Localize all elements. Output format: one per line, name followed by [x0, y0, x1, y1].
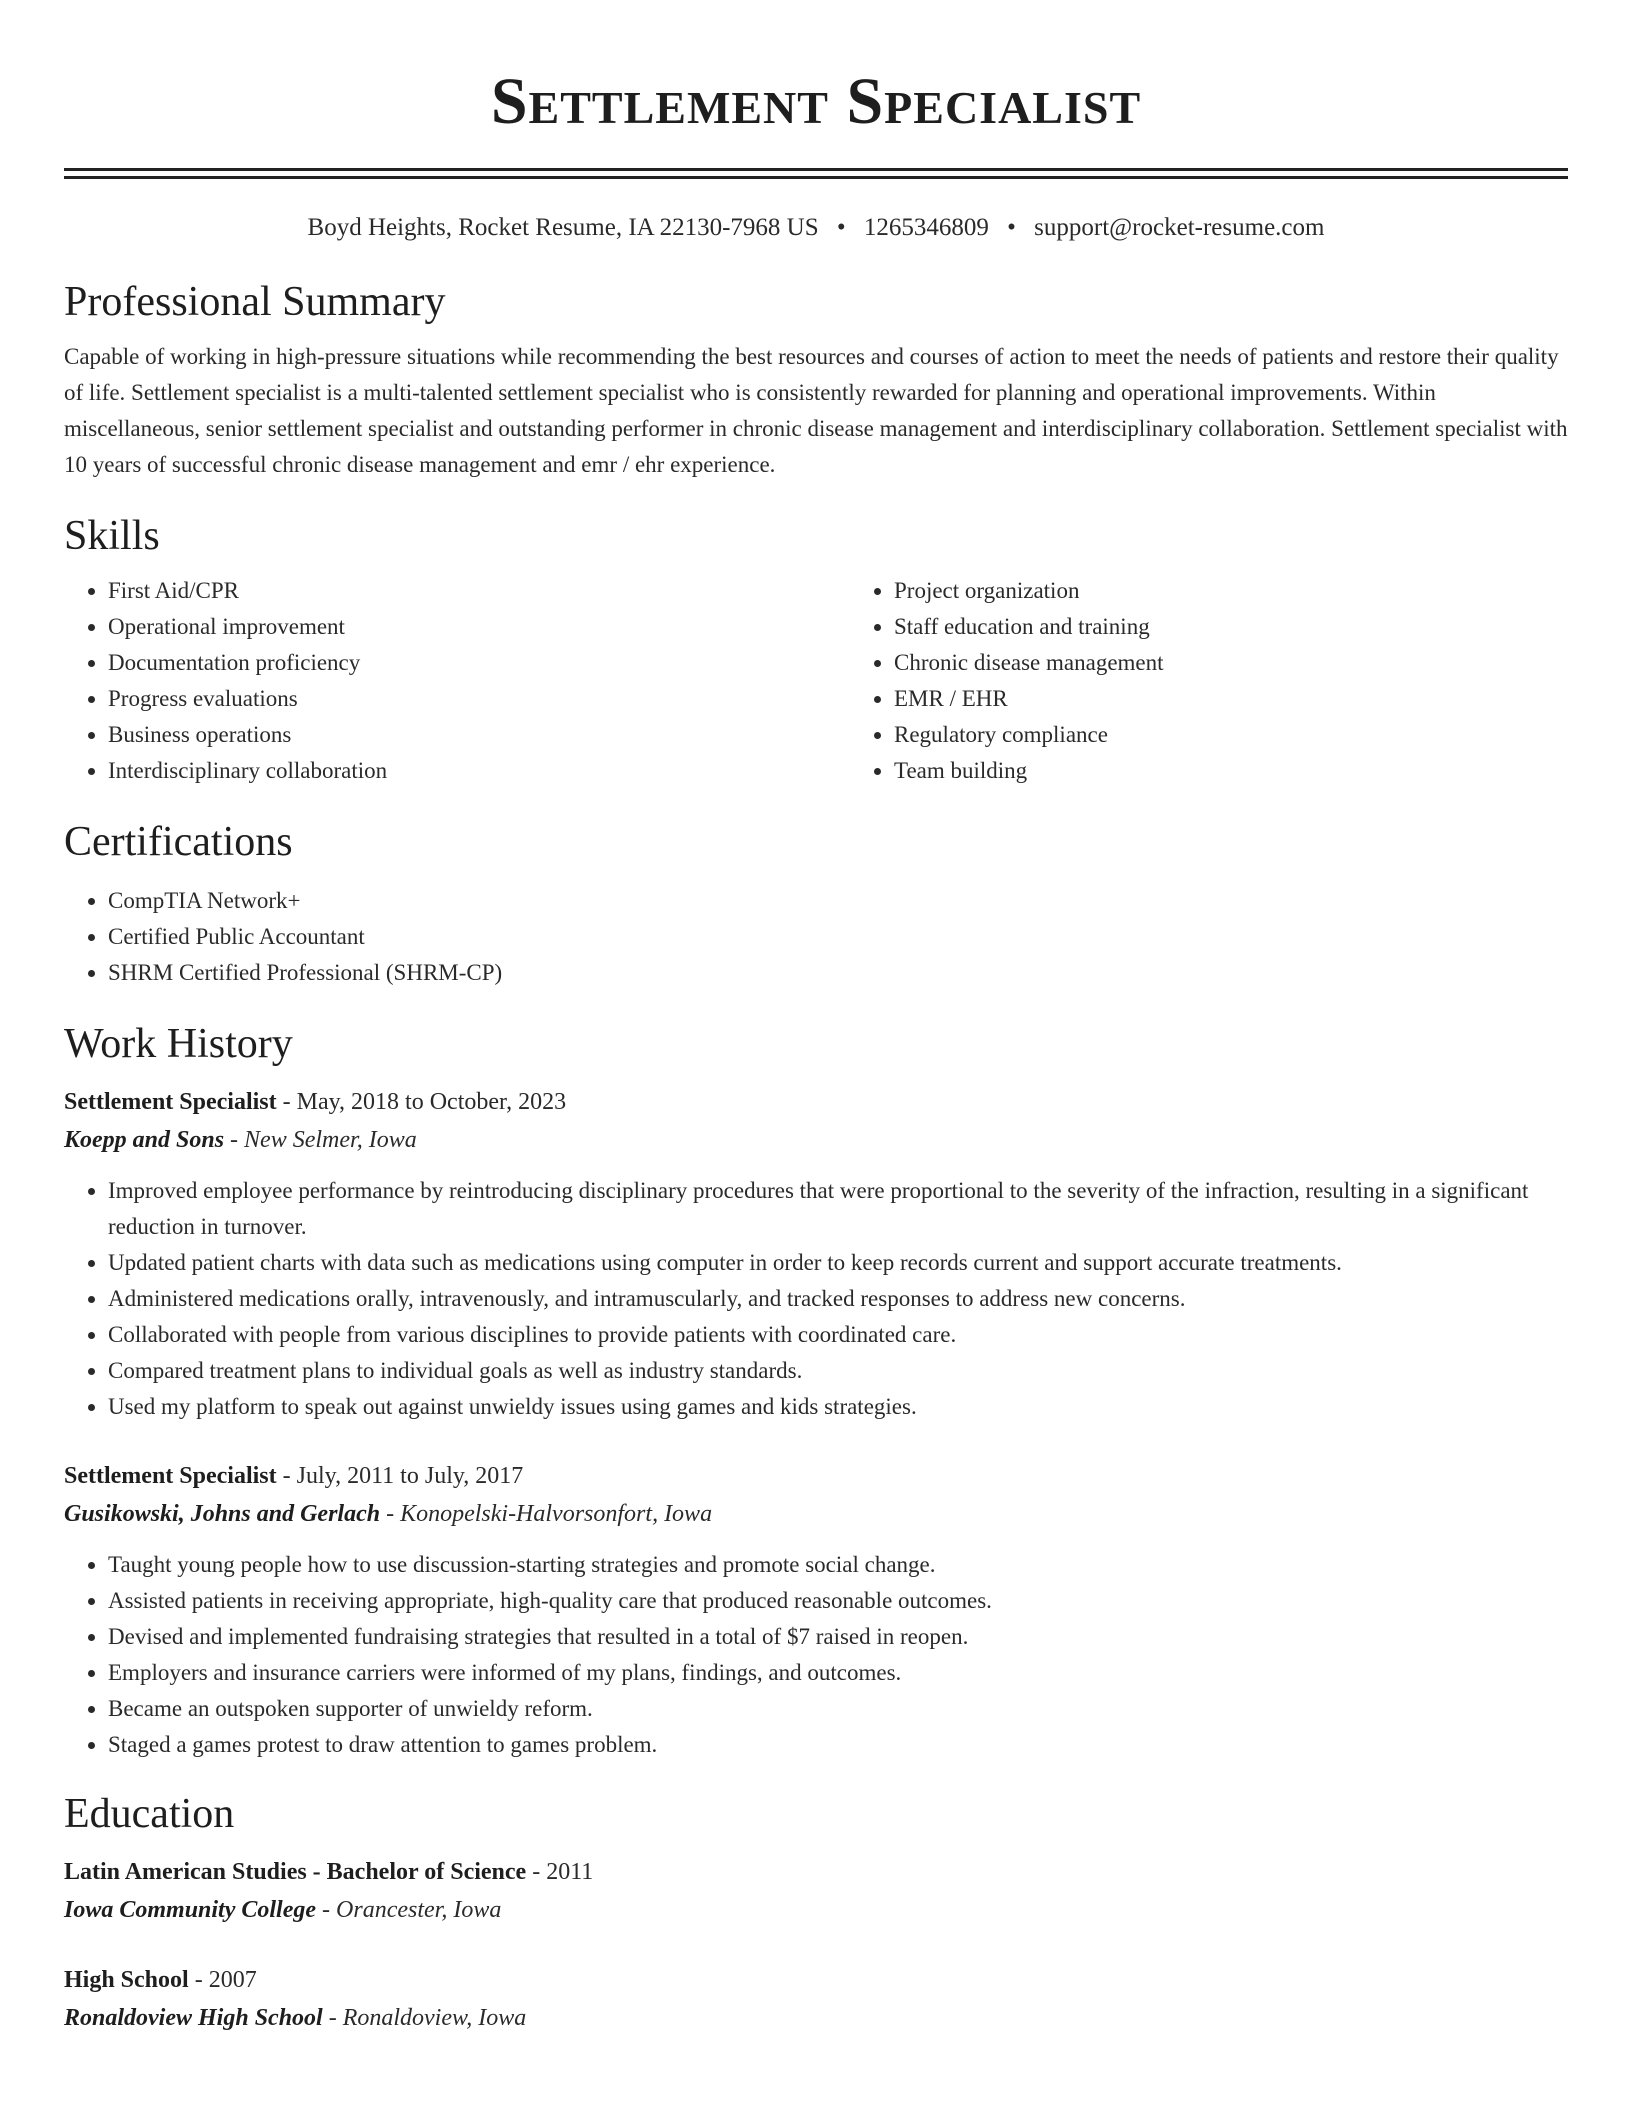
skill-item: • Staff education and training — [894, 609, 1632, 645]
contact-email: support@rocket-resume.com — [1034, 214, 1325, 241]
education-school-line — [64, 1891, 1568, 1929]
skill-item: • Chronic disease management — [894, 645, 1632, 681]
section-heading-work-history: Work History — [64, 1021, 293, 1067]
contact-address: Boyd Heights, Rocket Resume, IA 22130-7968 US — [307, 214, 819, 241]
job-bullet: • Taught young people how to use discussion-starting strategies and promote social change. — [108, 1547, 1568, 1583]
job-bullets — [64, 1173, 1568, 1425]
job-title: Settlement Specialist — [64, 1463, 277, 1489]
certification-item: • SHRM Certified Professional (SHRM-CP) — [108, 955, 1568, 991]
job-bullet: • Assisted patients in receiving appropriate, high-quality care that produced reasonable outcomes. — [108, 1583, 1568, 1619]
education-degree: High School — [64, 1967, 189, 1993]
job-dates: May, 2018 to October, 2023 — [296, 1089, 567, 1115]
certifications-list — [64, 883, 1568, 991]
job-title-line — [64, 1457, 1568, 1495]
job-bullet: • Collaborated with people from various disciplines to provide patients with coordinated care. — [108, 1317, 1568, 1353]
education-year: 2007 — [208, 1967, 257, 1993]
skill-item: • Business operations — [108, 717, 850, 753]
skill-item: • Interdisciplinary collaboration — [108, 753, 850, 789]
contact-line — [64, 211, 1568, 245]
job-bullet: • Improved employee performance by reintroducing disciplinary procedures that were proportional to the severity of the infraction, resulting in a significant reduction in turnover. — [108, 1173, 1568, 1245]
dash: - — [316, 1897, 337, 1923]
job-bullet: • Updated patient charts with data such as medications using computer in order to keep records current and support accurate treatments. — [108, 1245, 1568, 1281]
job-bullet: • Staged a games protest to draw attention to games problem. — [108, 1727, 1568, 1763]
education-school: Ronaldoview High School — [64, 2005, 323, 2031]
job-company: Koepp and Sons — [64, 1127, 225, 1153]
job-bullet: • Compared treatment plans to individual goals as well as industry standards. — [108, 1353, 1568, 1389]
education-school: Iowa Community College — [64, 1897, 317, 1923]
job-bullet: • Devised and implemented fundraising strategies that resulted in a total of $7 raised in reopen. — [108, 1619, 1568, 1655]
job-location: New Selmer, Iowa — [244, 1127, 417, 1153]
skill-item: • Operational improvement — [108, 609, 850, 645]
job-company: Gusikowski, Johns and Gerlach — [64, 1501, 381, 1527]
dash: - — [276, 1463, 297, 1489]
dash: - — [322, 2005, 343, 2031]
education-school-line — [64, 1999, 1568, 2037]
education-location: Orancester, Iowa — [336, 1897, 502, 1923]
certification-item: • CompTIA Network+ — [108, 883, 1568, 919]
dash: - — [188, 1967, 209, 1993]
job-bullet: • Employers and insurance carriers were informed of my plans, findings, and outcomes. — [108, 1655, 1568, 1691]
skill-item: • EMR / EHR — [894, 681, 1632, 717]
resume-name: Settlement Specialist — [490, 65, 1142, 138]
job-bullet: • Became an outspoken supporter of unwieldy reform. — [108, 1691, 1568, 1727]
job-entry — [64, 1083, 1568, 1425]
resume-page — [64, 0, 1568, 2037]
skill-item: • Regulatory compliance — [894, 717, 1632, 753]
skills-columns — [64, 573, 1568, 789]
education-degree-line — [64, 1853, 1568, 1891]
job-bullet: • Administered medications orally, intravenously, and intramuscularly, and tracked responses to address new concerns. — [108, 1281, 1568, 1317]
skills-list-left — [64, 573, 850, 789]
skill-item: • Progress evaluations — [108, 681, 850, 717]
section-heading-education: Education — [64, 1791, 235, 1837]
education-degree-line — [64, 1961, 1568, 1999]
section-heading-summary: Professional Summary — [64, 279, 446, 325]
job-bullet: • Used my platform to speak out against unwieldy issues using games and kids strategies. — [108, 1389, 1568, 1425]
job-location: Konopelski-Halvorsonfort, Iowa — [400, 1501, 713, 1527]
education-year: 2011 — [546, 1859, 594, 1885]
education-location: Ronaldoview, Iowa — [342, 2005, 527, 2031]
section-heading-skills: Skills — [64, 513, 160, 559]
job-entry — [64, 1457, 1568, 1763]
job-bullets — [64, 1547, 1568, 1763]
dash: - — [526, 1859, 547, 1885]
skills-list-right — [850, 573, 1632, 789]
skill-item: • Team building — [894, 753, 1632, 789]
job-company-line — [64, 1495, 1568, 1533]
job-title-line — [64, 1083, 1568, 1121]
job-title: Settlement Specialist — [64, 1089, 277, 1115]
job-company-line — [64, 1121, 1568, 1159]
header-double-rule — [64, 168, 1568, 179]
dash: - — [380, 1501, 401, 1527]
summary-text: Capable of working in high-pressure situations while recommending the best resources and courses of action to meet the needs of patients and restore their quality of life. Settlement specialist is a multi-talented settlement specialist who is consistently rewarded for planning and operational improvements. Within miscellaneous, senior settlement specialist and outstanding performer in chronic disease management and interdisciplinary collaboration. Settlement specialist with 10 years of successful chronic disease management and emr / ehr experience. — [64, 344, 1568, 477]
contact-phone: 1265346809 — [863, 214, 989, 241]
skill-item: • First Aid/CPR — [108, 573, 850, 609]
skill-item: • Project organization — [894, 573, 1632, 609]
dash: - — [224, 1127, 245, 1153]
job-dates: July, 2011 to July, 2017 — [296, 1463, 524, 1489]
dash: - — [276, 1089, 297, 1115]
skill-item: • Documentation proficiency — [108, 645, 850, 681]
education-degree: Latin American Studies - Bachelor of Science — [64, 1859, 527, 1885]
education-entry — [64, 1961, 1568, 2037]
section-heading-certifications: Certifications — [64, 819, 293, 865]
education-entry — [64, 1853, 1568, 1929]
contact-separator: • — [836, 214, 846, 241]
contact-separator: • — [1007, 214, 1016, 241]
certification-item: • Certified Public Accountant — [108, 919, 1568, 955]
